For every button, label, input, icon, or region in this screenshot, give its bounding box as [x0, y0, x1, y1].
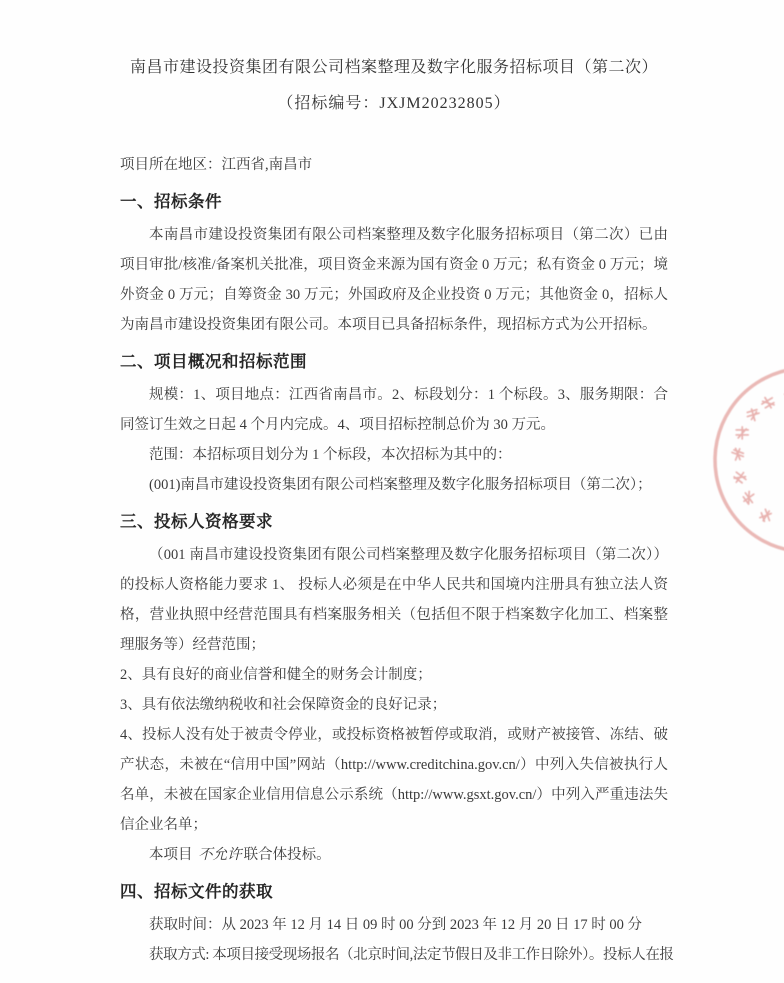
- section-1-paragraph: 本南昌市建设投资集团有限公司档案整理及数字化服务招标项目（第二次）已由项目审批/核准/备案机关批准，项目资金来源为国有资金 0 万元；私有资金 0 万元；境外资金 0 万元；自筹资金 30 万元；外国政府及企业投资 0 万元；其他资金 0，招标人为南昌市建设投资集团有限公司。本项目已具备招标条件，现招标方式为公开招标。: [120, 227, 668, 333]
- qualification-requirement-2: 2、具有良好的商业信誉和健全的财务会计制度；: [120, 667, 432, 683]
- joint-bid-forbidden-word: 不允许: [198, 847, 242, 863]
- scope-scale-paragraph: 规模：1、项目地点：江西省南昌市。2、标段划分：1 个标段。3、服务期限：合同签订生效之日起 4 个月内完成。4、项目招标控制总价为 30 万元。: [120, 387, 668, 433]
- seal-glyphs: [718, 376, 784, 525]
- obtain-time-line: 获取时间：从 2023 年 12 月 14 日 09 时 00 分到 2023 年 12 月 20 日 17 时 00 分: [149, 917, 642, 933]
- qualification-requirement-3: 3、具有依法缴纳税收和社会保障资金的良好记录；: [120, 697, 447, 713]
- tender-number: （招标编号：JXJM20232805）: [277, 95, 511, 112]
- lot-001-line: (001)南昌市建设投资集团有限公司档案整理及数字化服务招标项目（第二次）；: [149, 477, 652, 493]
- section-4-heading: 四、招标文件的获取: [120, 883, 273, 901]
- joint-bid-note: [120, 840, 668, 870]
- document-content: [120, 50, 674, 970]
- seal-ring: [698, 351, 784, 569]
- red-seal-stamp: [694, 347, 784, 572]
- project-location: 项目所在地区：江西省,南昌市: [120, 157, 313, 173]
- document-title: 南昌市建设投资集团有限公司档案整理及数字化服务招标项目（第二次）: [129, 59, 658, 76]
- section-3-heading: 三、投标人资格要求: [120, 513, 273, 531]
- section-1-heading: 一、招标条件: [120, 193, 222, 211]
- obtain-method-line: 获取方式: 本项目接受现场报名（北京时间,法定节假日及非工作日除外）。投标人在报: [149, 947, 674, 963]
- joint-bid-prefix: 本项目: [149, 847, 197, 863]
- scope-range-paragraph: 范围：本招标项目划分为 1 个标段，本次招标为其中的：: [149, 447, 512, 463]
- qualification-requirement-4: 4、投标人没有处于被责令停业，或投标资格被暂停或取消，或财产被接管、冻结、破产状态，未被在“信用中国”网站（http://www.creditchina.gov.cn/）中列入失信被执行人名单，未被在国家企业信用信息公示系统（http://www.gsxt.gov.cn/）中列入严重违法失信企业名单；: [120, 727, 668, 833]
- qualification-requirement-1: （001 南昌市建设投资集团有限公司档案整理及数字化服务招标项目（第二次））的投标人资格能力要求 1、 投标人必须是在中华人民共和国境内注册具有独立法人资格，营业执照中经营范围具有档案服务相关（包括但不限于档案数字化加工、档案整理服务等）经营范围；: [120, 547, 668, 653]
- section-2-heading: 二、项目概况和招标范围: [120, 353, 307, 371]
- joint-bid-suffix: 联合体投标。: [243, 847, 331, 863]
